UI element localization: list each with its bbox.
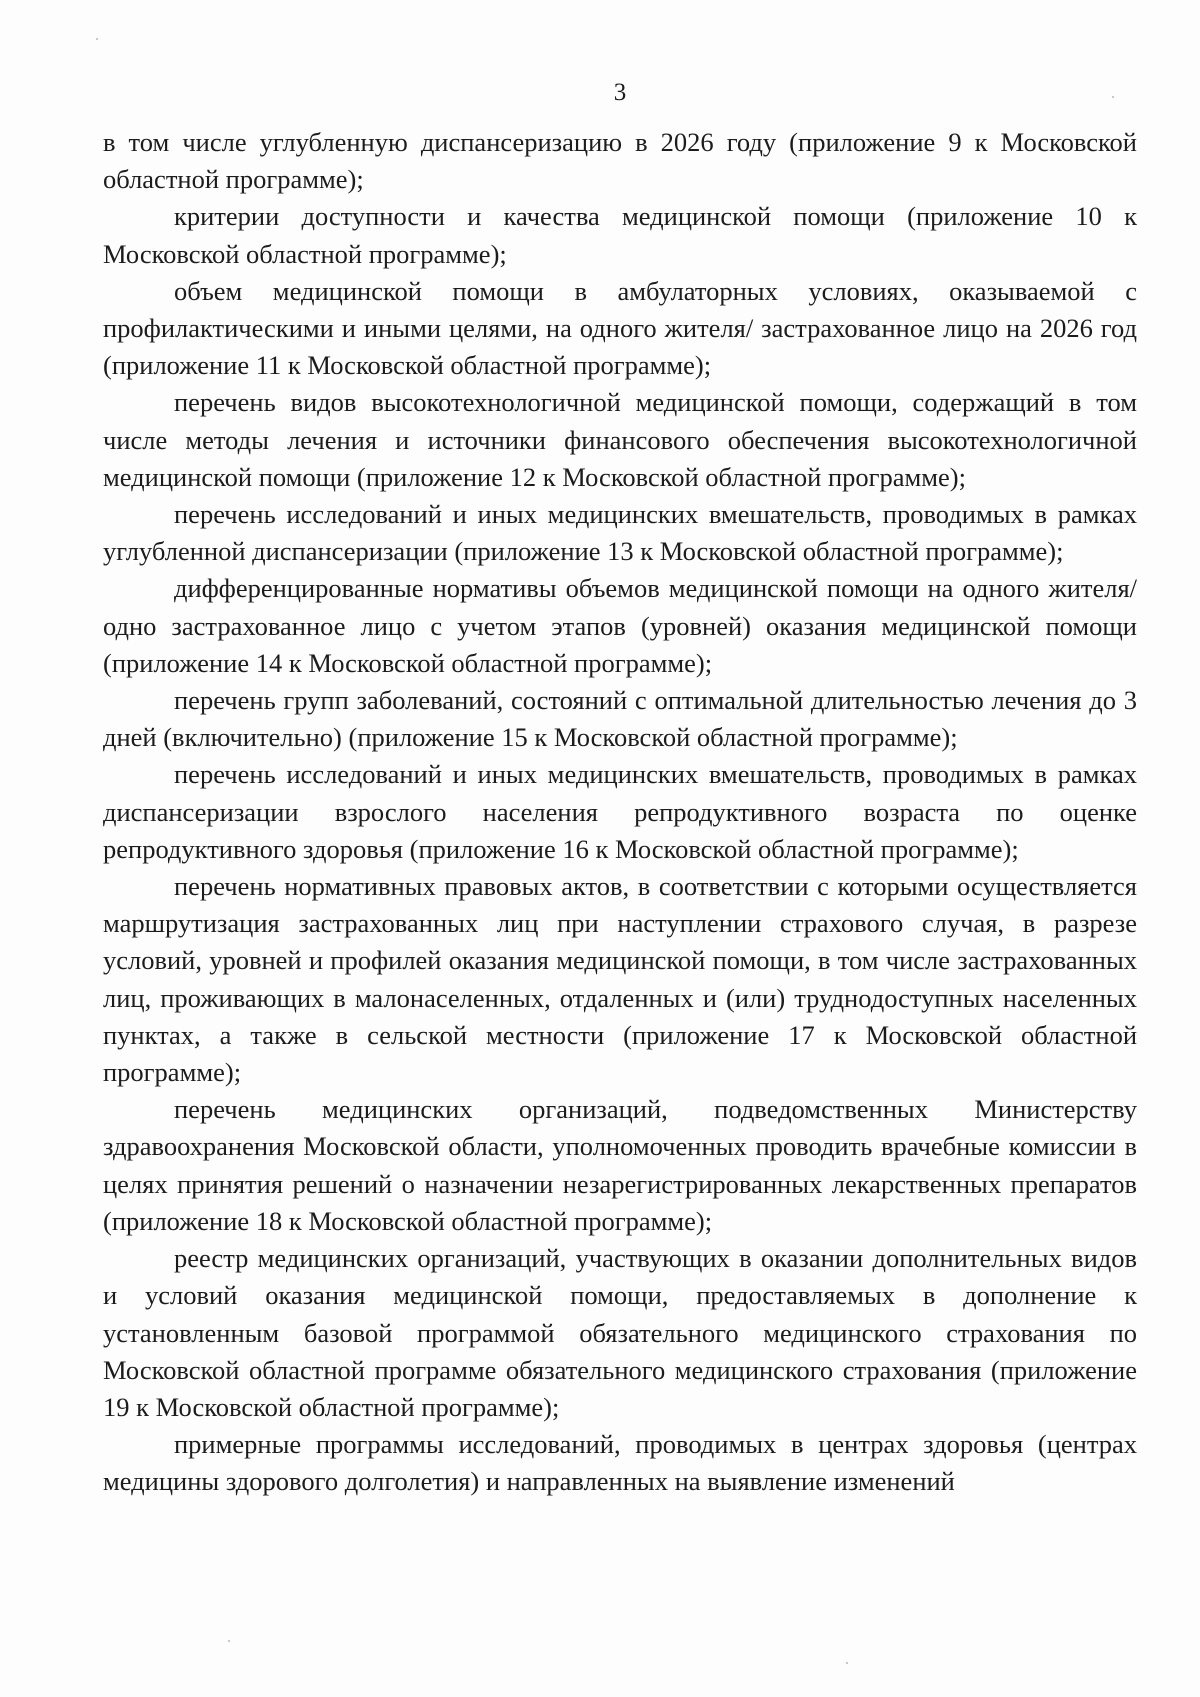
paragraph: перечень исследований и иных медицинских вмешательств, проводимых в рамках диспансеризации взрослого населения репродуктивного возраста по оценке репродуктивного здоровья (приложение 16 к Московской областной программе); <box>103 759 1137 864</box>
paragraph: дифференцированные нормативы объемов медицинской помощи на одного жителя/одно застрахованное лицо с учетом этапов (уровней) оказания медицинской помощи (приложение 14 к Московской областной программе); <box>103 573 1137 678</box>
paragraph: объем медицинской помощи в амбулаторных условиях, оказываемой с профилактическими и иными целями, на одного жителя/ застрахованное лицо на 2026 год (приложение 11 к Московской областной программе); <box>103 275 1137 381</box>
paragraph: перечень нормативных правовых актов, в соответствии с которыми осуществляется маршрутизация застрахованных лиц при наступлении страхового случая, в разрезе условий, уровней и профилей оказания медицинской помощи, в том числе застрахованных лиц, проживающих в малонаселенных, отдаленных и (или) труднодоступных населенных пунктах, а также в сельской местности (приложение 17 к Московской областной программе); <box>103 871 1137 1088</box>
scan-speck <box>846 1662 848 1664</box>
page-number: 3 <box>613 79 627 106</box>
paragraph: в том числе углубленную диспансеризацию в 2026 году (приложение 9 к Московской областной программе); <box>103 127 1137 195</box>
scan-speck <box>96 38 98 40</box>
paragraph: перечень видов высокотехнологичной медицинской помощи, содержащий в том числе методы лечения и источники финансового обеспечения высокотехнологичной медицинской помощи (приложение 12 к Московской областной программе); <box>103 387 1137 492</box>
document-body <box>103 124 1137 1501</box>
scan-speck <box>1112 96 1114 98</box>
paragraph: критерии доступности и качества медицинской помощи (приложение 10 к Московской областной программе); <box>103 201 1137 269</box>
scan-speck <box>228 1640 230 1642</box>
paragraph: реестр медицинских организаций, участвующих в оказании дополнительных видов и условий оказания медицинской помощи, предоставляемых в дополнение к установленным базовой программой обязательного медицинского страхования по Московской областной программе обязательного медицинского страхования (приложение 19 к Московской областной программе); <box>103 1243 1137 1422</box>
paragraph: перечень исследований и иных медицинских вмешательств, проводимых в рамках углубленной диспансеризации (приложение 13 к Московской областной программе); <box>103 499 1137 567</box>
paragraph: перечень групп заболеваний, состояний с оптимальной длительностью лечения до 3 дней (включительно) (приложение 15 к Московской областной программе); <box>103 685 1137 753</box>
paragraph: примерные программы исследований, проводимых в центрах здоровья (центрах медицины здорового долголетия) и направленных на выявление изменений <box>103 1429 1137 1497</box>
paragraph: перечень медицинских организаций, подведомственных Министерству здравоохранения Московской области, уполномоченных проводить врачебные комиссии в целях принятия решений о назначении незарегистрированных лекарственных препаратов (приложение 18 к Московской областной программе); <box>103 1094 1137 1236</box>
